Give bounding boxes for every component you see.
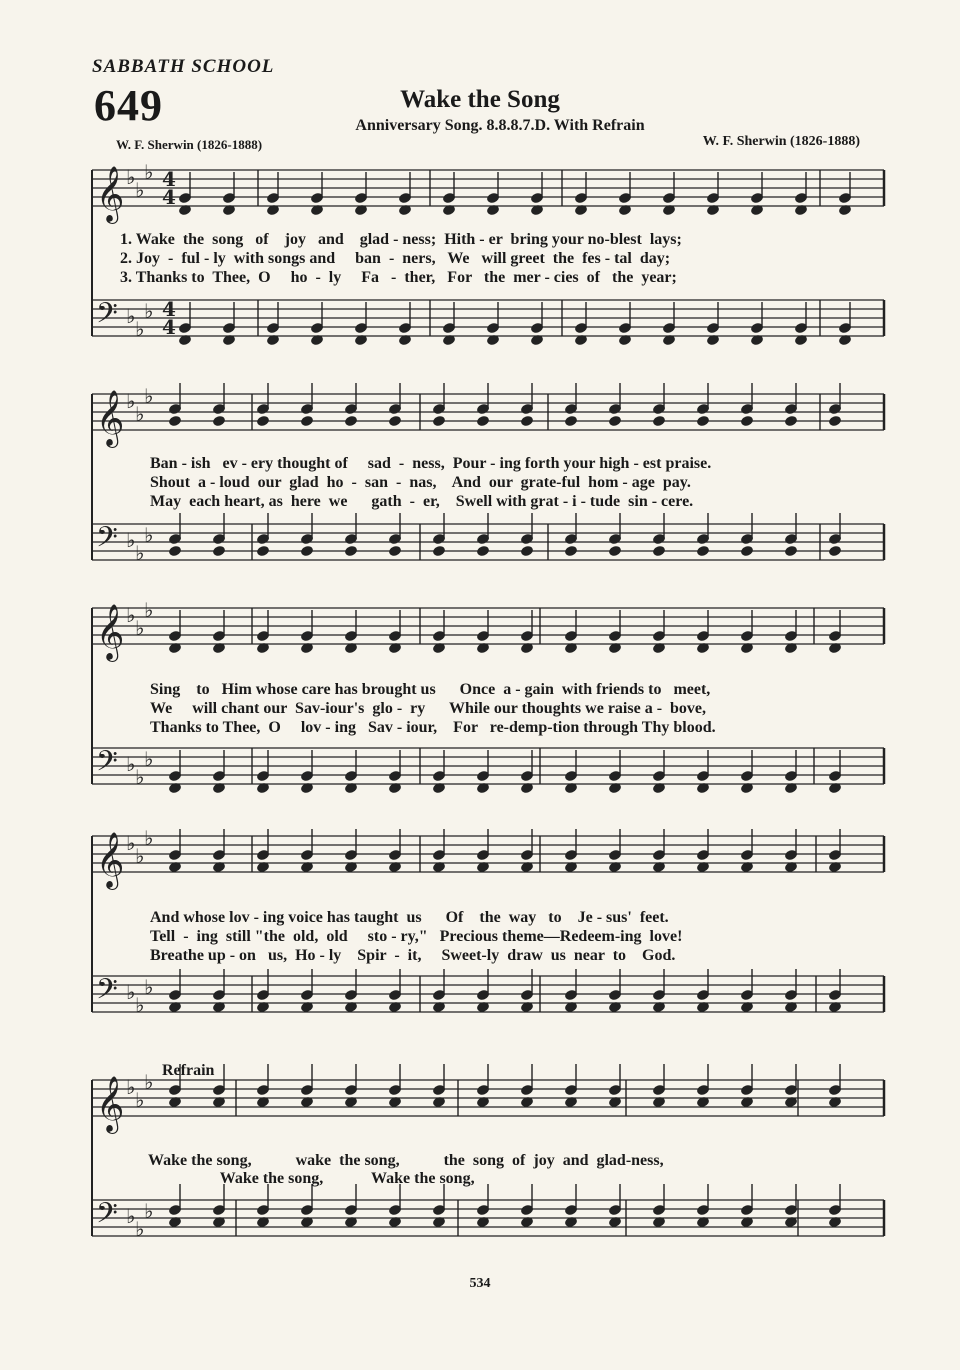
treble-clef-icon: 𝄞 xyxy=(96,832,125,888)
note-head xyxy=(168,415,182,428)
lyric-refrain-line1: Wake the song, wake the song, the song of joy and glad-ness, xyxy=(148,1152,664,1169)
lyric-verse3-line4: Breathe up - on us, Ho - ly Spir - it, Sweet-ly draw us near to God. xyxy=(150,947,676,964)
flat-sign-icon: ♭ xyxy=(135,765,145,789)
flat-sign-icon: ♭ xyxy=(144,747,154,771)
music-credit: W. F. Sherwin (1826-1888) xyxy=(702,134,860,149)
note-head xyxy=(432,545,446,558)
flat-sign-icon: ♭ xyxy=(126,389,136,413)
note-head xyxy=(608,545,622,558)
note-head xyxy=(256,415,270,428)
note-head xyxy=(388,415,402,428)
note-head xyxy=(520,545,534,558)
flat-sign-icon: ♭ xyxy=(144,598,154,622)
flat-sign-icon: ♭ xyxy=(135,616,145,640)
refrain-label: Refrain xyxy=(162,1062,215,1079)
flat-sign-icon: ♭ xyxy=(135,541,145,565)
note-head xyxy=(300,415,314,428)
note-head xyxy=(784,415,798,428)
hymn-title: Wake the Song xyxy=(400,86,560,113)
flat-sign-icon: ♭ xyxy=(135,1217,145,1241)
note-head xyxy=(564,415,578,428)
flat-sign-icon: ♭ xyxy=(126,1204,136,1228)
note-head xyxy=(652,415,666,428)
flat-sign-icon: ♭ xyxy=(135,1088,145,1112)
flat-sign-icon: ♭ xyxy=(135,402,145,426)
bass-clef-icon: 𝄢 xyxy=(96,1197,118,1237)
note-head xyxy=(520,415,534,428)
flat-sign-icon: ♭ xyxy=(135,844,145,868)
flat-sign-icon: ♭ xyxy=(135,993,145,1017)
lyric-verse2-line1: 2. Joy - ful - ly with songs and ban - ners, We will greet the fes - tal day; xyxy=(120,250,671,267)
note-head xyxy=(212,415,226,428)
note-head xyxy=(740,415,754,428)
lyric-verse1-line3: Sing to Him whose care has brought us Once a - gain with friends to meet, xyxy=(150,681,711,698)
flat-sign-icon: ♭ xyxy=(144,523,154,547)
time-signature: 4 xyxy=(162,167,176,191)
flat-sign-icon: ♭ xyxy=(126,752,136,776)
lyric-verse1-line2: Ban - ish ev - ery thought of sad - ness, Pour - ing forth your high - est praise. xyxy=(150,455,712,472)
page-number: 534 xyxy=(469,1276,491,1291)
note-head xyxy=(784,545,798,558)
flat-sign-icon: ♭ xyxy=(126,603,136,627)
flat-sign-icon: ♭ xyxy=(144,826,154,850)
lyric-verse3-line2: May each heart, as here we gath - er, Swell with grat - i - tude sin - cere. xyxy=(150,493,694,510)
hymn-number: 649 xyxy=(94,81,163,130)
flat-sign-icon: ♭ xyxy=(126,528,136,552)
flat-sign-icon: ♭ xyxy=(135,178,145,202)
note-head xyxy=(608,415,622,428)
bass-clef-icon: 𝄢 xyxy=(96,973,118,1013)
flat-sign-icon: ♭ xyxy=(144,160,154,184)
note-head xyxy=(168,545,182,558)
hymn-meter-subtitle: Anniversary Song. 8.8.8.7.D. With Refrain xyxy=(355,117,645,134)
flat-sign-icon: ♭ xyxy=(144,384,154,408)
note-head xyxy=(476,415,490,428)
note-head xyxy=(476,545,490,558)
note-head xyxy=(828,415,842,428)
note-head xyxy=(344,545,358,558)
bass-clef-icon: 𝄢 xyxy=(96,745,118,785)
note-head xyxy=(300,545,314,558)
time-signature: 4 xyxy=(162,315,176,339)
flat-sign-icon: ♭ xyxy=(135,317,145,341)
treble-clef-icon: 𝄞 xyxy=(96,390,125,446)
lyric-verse1-line4: And whose lov - ing voice has taught us Of the way to Je - sus' feet. xyxy=(150,909,669,926)
lyric-verse2-line3: We will chant our Sav-iour's glo - ry While our thoughts we raise a - bove, xyxy=(150,700,707,717)
note-head xyxy=(564,545,578,558)
note-head xyxy=(388,545,402,558)
flat-sign-icon: ♭ xyxy=(144,1199,154,1223)
lyric-verse2-line4: Tell - ing still "the old, old sto - ry," Precious theme—Redeem-ing love! xyxy=(150,928,683,945)
flat-sign-icon: ♭ xyxy=(126,980,136,1004)
lyric-refrain-line2: Wake the song, Wake the song, xyxy=(148,1170,475,1187)
note-head xyxy=(696,545,710,558)
note-head xyxy=(828,545,842,558)
flat-sign-icon: ♭ xyxy=(126,831,136,855)
bass-clef-icon: 𝄢 xyxy=(96,521,118,561)
flat-sign-icon: ♭ xyxy=(144,299,154,323)
section-heading: SABBATH SCHOOL xyxy=(92,56,275,77)
treble-clef-icon: 𝄞 xyxy=(96,1076,125,1132)
note-head xyxy=(344,415,358,428)
flat-sign-icon: ♭ xyxy=(144,1070,154,1094)
note-head xyxy=(740,545,754,558)
flat-sign-icon: ♭ xyxy=(126,165,136,189)
words-credit: W. F. Sherwin (1826-1888) xyxy=(116,137,263,152)
flat-sign-icon: ♭ xyxy=(144,975,154,999)
treble-clef-icon: 𝄞 xyxy=(96,604,125,660)
flat-sign-icon: ♭ xyxy=(126,304,136,328)
time-signature: 4 xyxy=(162,185,176,209)
flat-sign-icon: ♭ xyxy=(126,1075,136,1099)
lyric-verse3-line3: Thanks to Thee, O lov - ing Sav - iour, For re-demp-tion through Thy blood. xyxy=(150,719,716,736)
treble-clef-icon: 𝄞 xyxy=(96,166,125,222)
time-signature: 4 xyxy=(162,297,176,321)
lyric-verse3-line1: 3. Thanks to Thee, O ho - ly Fa - ther, For the mer - cies of the year; xyxy=(120,269,677,286)
lyric-verse2-line2: Shout a - loud our glad ho - san - nas, And our grate-ful hom - age pay. xyxy=(150,474,691,491)
note-head xyxy=(256,545,270,558)
lyric-verse1-line1: 1. Wake the song of joy and glad - ness; Hith - er bring your no-blest lays; xyxy=(120,231,682,248)
note-head xyxy=(212,545,226,558)
bass-clef-icon: 𝄢 xyxy=(96,297,118,337)
note-head xyxy=(696,415,710,428)
note-head xyxy=(652,545,666,558)
note-head xyxy=(432,415,446,428)
